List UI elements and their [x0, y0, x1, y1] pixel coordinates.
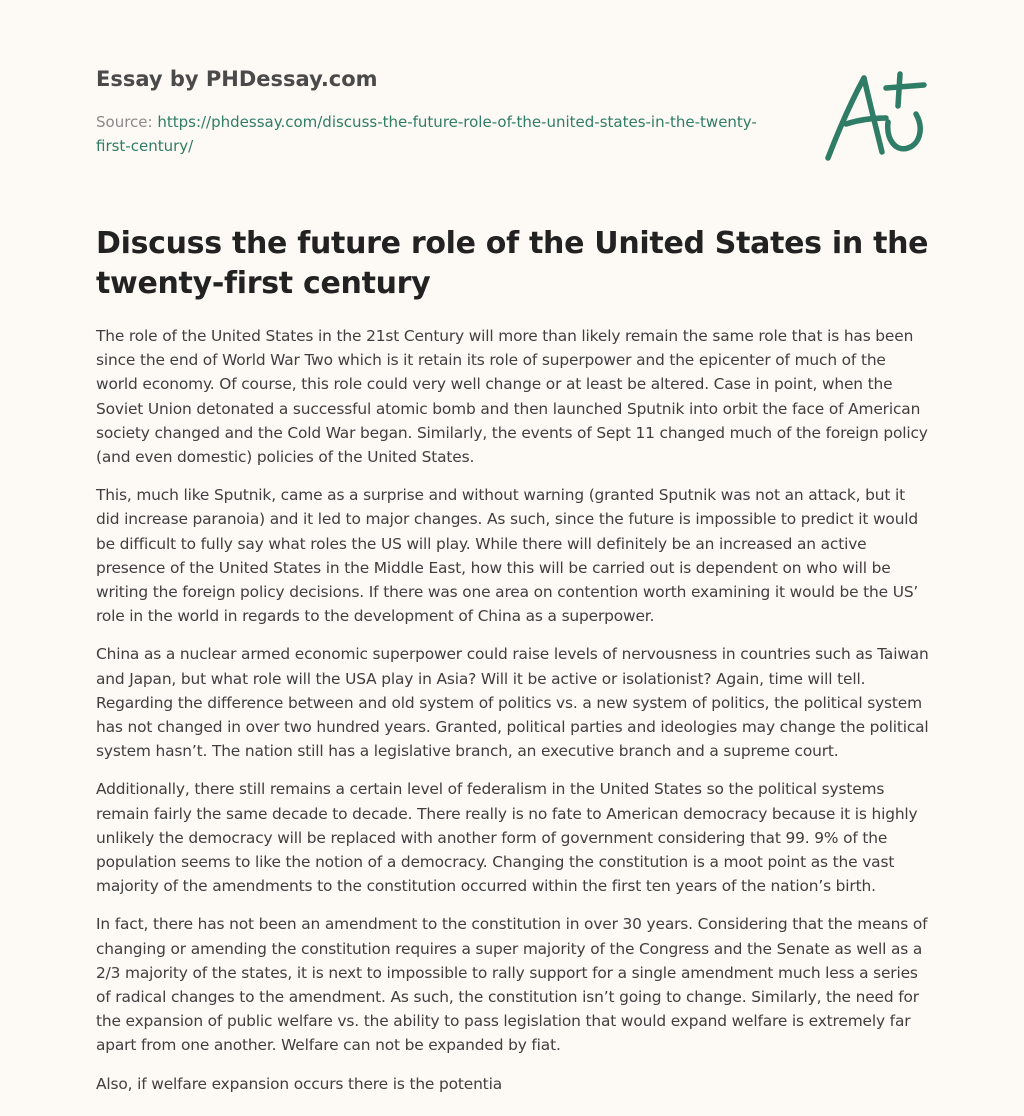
- essay-title: Discuss the future role of the United States in the twenty-first century: [96, 226, 929, 301]
- source-line: [96, 111, 786, 158]
- essay-paragraph: Also, if welfare expansion occurs there is the potentia: [96, 1074, 502, 1093]
- a-plus-logo-icon: [818, 66, 930, 166]
- essay-body: [96, 324, 932, 1110]
- essay-paragraph: In fact, there has not been an amendment to the constitution in over 30 years. Considering that the means of changing or amending the constitution requires a super majority of the Congress and the Senate as well as a 2/3 majority of the states, it is next to impossible to rally support for a single amendment much less a series of radical changes to the amendment. As such, the constitution isn’t going to change. Similarly, the need for the expansion of public welfare vs. the ability to pass legislation that would expand welfare is extremely far apart from one another. Welfare can not be expanded by fiat.: [96, 915, 928, 1055]
- essay-paragraph: The role of the United States in the 21st Century will more than likely remain the same role that is has been since the end of World War Two which is it retain its role of superpower and the epicenter of much of the world economy. Of course, this role could very well change or at least be altered. Case in point, when the Soviet Union detonated a successful atomic bomb and then launched Sputnik into orbit the face of American society changed and the Cold War began. Similarly, the events of Sept 11 changed much of the foreign policy (and even domestic) policies of the United States.: [96, 327, 928, 467]
- source-link[interactable]: https://phdessay.com/discuss-the-future-role-of-the-united-states-in-the-twenty-first-century/: [96, 113, 757, 155]
- site-brand: Essay by PHDessay.com: [96, 67, 378, 91]
- essay-paragraph: Additionally, there still remains a certain level of federalism in the United States so the political systems remain fairly the same decade to decade. There really is no fate to American democracy because it is highly unlikely the democracy will be replaced with another form of government considering that 99. 9% of the population seems to like the notion of a democracy. Changing the constitution is a moot point as the vast majority of the amendments to the constitution occurred within the first ten years of the nation’s birth.: [96, 780, 918, 896]
- essay-paragraph: This, much like Sputnik, came as a surprise and without warning (granted Sputnik was not an attack, but it did increase paranoia) and it led to major changes. As such, since the future is impossible to predict it would be difficult to fully say what roles the US will play. While there will definitely be an increased an active presence of the United States in the Middle East, how this will be carried out is dependent on who will be writing the foreign policy decisions. If there was one area on contention worth examining it would be the US’ role in the world in regards to the development of China as a superpower.: [96, 486, 919, 626]
- essay-paragraph: China as a nuclear armed economic superpower could raise levels of nervousness in countries such as Taiwan and Japan, but what role will the USA play in Asia? Will it be active or isolationist? Again, time will tell. Regarding the difference between and old system of politics vs. a new system of politics, the political system has not changed in over two hundred years. Granted, political parties and ideologies may change the political system hasn’t. The nation still has a legislative branch, an executive branch and a supreme court.: [96, 645, 929, 761]
- source-label: Source:: [96, 113, 158, 131]
